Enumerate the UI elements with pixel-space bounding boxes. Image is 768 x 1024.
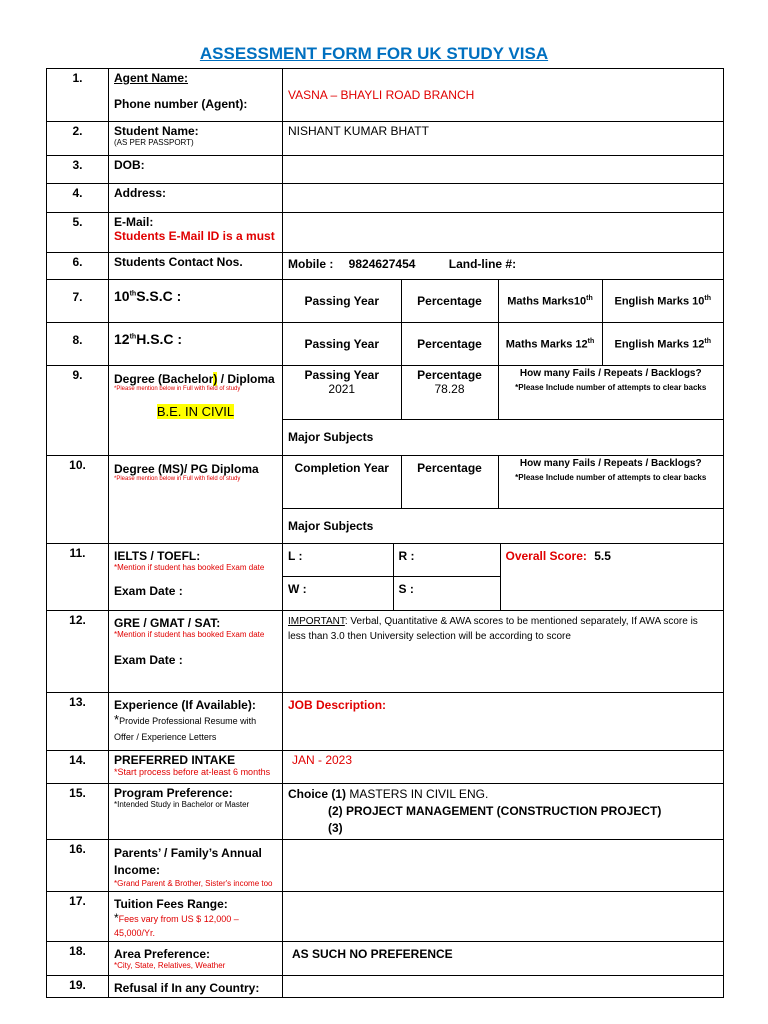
- landline-label: Land-line #:: [448, 257, 517, 271]
- row-ssc: [47, 280, 724, 323]
- address-field[interactable]: [283, 184, 724, 213]
- assessment-form-table: [46, 68, 724, 998]
- student-name-label: Student Name:: [114, 124, 199, 138]
- email-field[interactable]: [283, 213, 724, 253]
- intake-value[interactable]: JAN - 2023: [292, 753, 353, 767]
- experience-star: *: [114, 712, 120, 727]
- bachelor-passing-year-header: Passing Year: [304, 368, 379, 382]
- bachelor-percentage-value[interactable]: 78.28: [434, 382, 465, 396]
- important-text: : Verbal, Quantitative & AWA scores to be mentioned separately, If AWA score is less than 3.0 then University selection will be according to score: [288, 616, 698, 642]
- income-field[interactable]: [283, 840, 724, 892]
- ielts-reading-label[interactable]: R :: [393, 544, 500, 576]
- row-number: 16.: [47, 840, 109, 892]
- income-label: Parents’ / Family’s Annual Income:: [114, 846, 262, 877]
- ssc-maths-text: Maths Marks10: [507, 295, 587, 308]
- ssc-maths-header: [498, 280, 602, 322]
- ssc-english-text: English Marks 10: [614, 295, 705, 308]
- experience-label: Experience (If Available):: [114, 698, 256, 712]
- row-gre: [47, 611, 724, 693]
- ielts-exam-date-label: Exam Date :: [114, 584, 183, 598]
- hsc-maths-header: [498, 323, 602, 365]
- hsc-maths-sup: th: [587, 337, 595, 345]
- refusal-field[interactable]: [283, 976, 724, 998]
- hsc-english-header: [602, 323, 723, 365]
- agent-name-value[interactable]: VASNA – BHAYLI ROAD BRANCH: [288, 88, 475, 102]
- hsc-english-sup: th: [704, 337, 711, 345]
- ssc-label-text: S.S.C :: [136, 288, 182, 304]
- masters-backlogs-cell: [498, 456, 723, 508]
- bachelor-label-c: / Diploma: [217, 372, 275, 386]
- gre-exam-date-label: Exam Date :: [114, 653, 183, 667]
- mobile-label: Mobile :: [288, 257, 334, 271]
- hsc-label-number: 12: [114, 331, 130, 347]
- row-number: 7.: [47, 280, 109, 323]
- ielts-label: IELTS / TOEFL:: [114, 549, 201, 563]
- tuition-note: Fees vary from US $ 12,000 – 45,000/Yr.: [114, 914, 239, 938]
- ssc-passing-year-header: Passing Year: [304, 294, 379, 308]
- agent-name-label: Agent Name:: [114, 71, 189, 85]
- bachelor-percentage-header: Percentage: [417, 368, 482, 382]
- masters-label: Degree (MS)/ PG Diploma: [114, 462, 259, 476]
- ssc-label: [109, 280, 283, 323]
- row-number: 5.: [47, 213, 109, 253]
- student-name-note: (AS PER PASSPORT): [114, 138, 194, 147]
- row-agent: [47, 69, 724, 122]
- choice-1-value[interactable]: MASTERS IN CIVIL ENG.: [349, 787, 489, 801]
- row-email: [47, 213, 724, 253]
- tuition-label: Tuition Fees Range:: [114, 897, 228, 911]
- job-description-label[interactable]: JOB Description:: [288, 698, 387, 712]
- row-number: 12.: [47, 611, 109, 693]
- ielts-writing-label[interactable]: W :: [283, 576, 393, 610]
- row-masters: [47, 456, 724, 544]
- row-hsc: [47, 323, 724, 366]
- gre-label: GRE / GMAT / SAT:: [114, 616, 221, 630]
- overall-score-label: Overall Score:: [505, 549, 587, 563]
- row-address: [47, 184, 724, 213]
- experience-note: Provide Professional Resume with Offer / Experience Letters: [114, 716, 257, 742]
- bachelor-major-subjects: Major Subjects: [288, 430, 374, 445]
- row-income: [47, 840, 724, 892]
- row-number: 11.: [47, 544, 109, 611]
- intake-note: *Start process before at-least 6 months: [114, 767, 271, 777]
- row-number: 9.: [47, 366, 109, 456]
- row-number: 17.: [47, 892, 109, 942]
- ssc-maths-sup: th: [586, 294, 593, 302]
- masters-completion-year-header: Completion Year: [294, 461, 389, 475]
- row-experience: [47, 693, 724, 751]
- tuition-star: *: [114, 911, 119, 925]
- mobile-value[interactable]: 9824627454: [348, 257, 416, 271]
- hsc-passing-year-header: Passing Year: [304, 337, 379, 351]
- masters-percentage-header: Percentage: [417, 461, 482, 475]
- ssc-english-sup: th: [704, 294, 711, 302]
- row-contact: [47, 253, 724, 280]
- row-ielts: [47, 544, 724, 611]
- row-number: 14.: [47, 751, 109, 784]
- row-student-name: [47, 122, 724, 156]
- address-label: Address:: [114, 186, 167, 200]
- row-number: 10.: [47, 456, 109, 544]
- row-number: 8.: [47, 323, 109, 366]
- bachelor-label-a: Degree (Bachelor: [114, 372, 214, 386]
- row-area: [47, 942, 724, 976]
- bachelor-passing-year-cell: [283, 366, 401, 419]
- row-number: 1.: [47, 69, 109, 122]
- bachelor-label-b: ): [213, 372, 218, 386]
- student-name-value[interactable]: NISHANT KUMAR BHATT: [288, 124, 429, 138]
- row-intake: [47, 751, 724, 784]
- contact-label: Students Contact Nos.: [114, 255, 243, 269]
- income-note: *Grand Parent & Brother, Sister's income too: [114, 879, 273, 888]
- row-tuition: [47, 892, 724, 942]
- row-number: 13.: [47, 693, 109, 751]
- dob-label: DOB:: [114, 158, 145, 172]
- choice-label: Choice (1): [288, 787, 347, 801]
- hsc-label: [109, 323, 283, 366]
- row-number: 18.: [47, 942, 109, 976]
- hsc-maths-text: Maths Marks 12: [505, 338, 588, 351]
- form-title: ASSESSMENT FORM FOR UK STUDY VISA: [199, 44, 549, 63]
- choice-3-value[interactable]: (3): [328, 821, 343, 835]
- agent-phone-label: Phone number (Agent):: [114, 97, 248, 111]
- email-label: E-Mail:: [114, 215, 154, 229]
- bachelor-label: [114, 372, 277, 386]
- overall-score-value[interactable]: 5.5: [594, 549, 611, 563]
- gre-note: *Mention if student has booked Exam date: [114, 630, 265, 639]
- important-label: IMPORTANT: [288, 616, 345, 627]
- ssc-label-sup: th: [129, 290, 137, 298]
- row-program: [47, 784, 724, 840]
- row-number: 15.: [47, 784, 109, 840]
- bachelor-backlogs-note: *Please Include number of attempts to clear backs: [515, 383, 707, 392]
- hsc-english-text: English Marks 12: [614, 338, 705, 351]
- masters-backlogs-header: How many Fails / Repeats / Backlogs?: [519, 458, 702, 469]
- bachelor-degree-value[interactable]: B.E. IN CIVIL: [156, 404, 235, 419]
- bachelor-passing-year-value[interactable]: 2021: [328, 382, 356, 396]
- hsc-label-text: H.S.C :: [136, 331, 183, 347]
- bachelor-percentage-cell: [401, 366, 498, 419]
- row-number: 3.: [47, 156, 109, 184]
- intake-label: PREFERRED INTAKE: [114, 753, 236, 767]
- ielts-note: *Mention if student has booked Exam date: [114, 563, 265, 572]
- ielts-listening-label[interactable]: L :: [288, 549, 303, 563]
- row-number: 6.: [47, 253, 109, 280]
- program-note: *Intended Study in Bachelor or Master: [114, 800, 250, 809]
- hsc-percentage-header: Percentage: [401, 323, 498, 365]
- area-value[interactable]: AS SUCH NO PREFERENCE: [292, 947, 453, 961]
- bachelor-note: *Please mention below in Full with field of study: [114, 386, 241, 392]
- tuition-field[interactable]: [283, 892, 724, 942]
- row-dob: [47, 156, 724, 184]
- row-bachelor: [47, 366, 724, 456]
- masters-backlogs-note: *Please Include number of attempts to clear backs: [515, 473, 707, 482]
- refusal-label: Refusal if In any Country:: [114, 981, 260, 995]
- bachelor-backlogs-header: How many Fails / Repeats / Backlogs?: [519, 368, 702, 379]
- ielts-speaking-label[interactable]: S :: [393, 576, 500, 610]
- email-note: Students E-Mail ID is a must: [114, 229, 275, 243]
- masters-note: *Please mention below in Full with field of study: [114, 476, 241, 482]
- row-number: 2.: [47, 122, 109, 156]
- row-number: 19.: [47, 976, 109, 998]
- masters-major-subjects: Major Subjects: [288, 518, 374, 533]
- ssc-percentage-header: Percentage: [401, 280, 498, 322]
- row-number: 4.: [47, 184, 109, 213]
- area-label: Area Preference:: [114, 947, 211, 961]
- choice-2-value[interactable]: (2) PROJECT MANAGEMENT (CONSTRUCTION PROJECT): [328, 804, 662, 818]
- dob-field[interactable]: [283, 156, 724, 184]
- bachelor-backlogs-cell: [498, 366, 723, 419]
- row-refusal: [47, 976, 724, 998]
- area-note: *City, State, Relatives, Weather: [114, 961, 226, 970]
- hsc-label-sup: th: [129, 333, 137, 341]
- ssc-label-number: 10: [114, 288, 130, 304]
- program-label: Program Preference:: [114, 786, 233, 800]
- ssc-english-header: [602, 280, 723, 322]
- gre-important-note: [283, 611, 724, 693]
